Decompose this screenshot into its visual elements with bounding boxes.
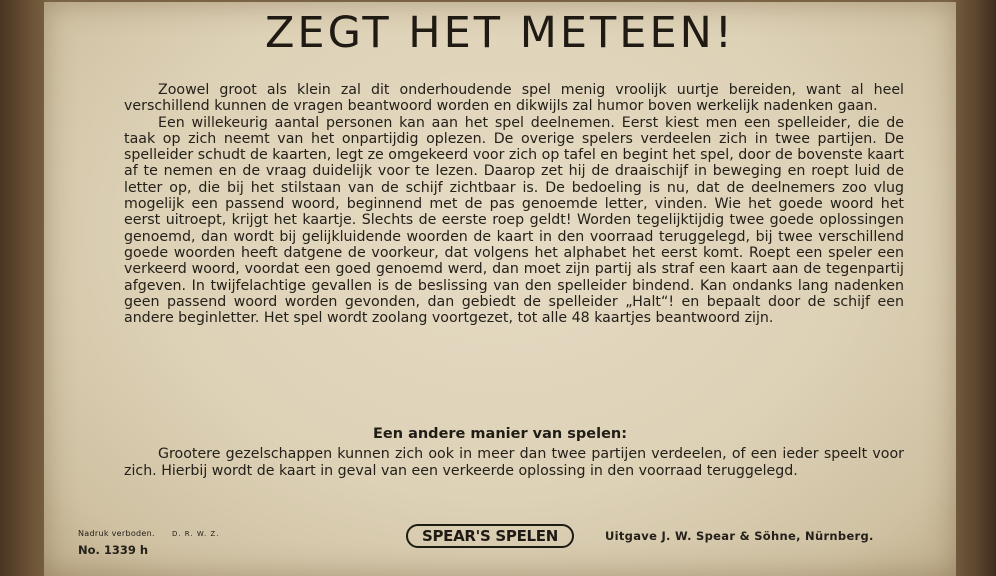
footer-left — [78, 521, 219, 557]
paragraph-rules: Een willekeurig aantal personen kan aan het spel deelnemen. Eerst kiest men een spelleider, die de taak op zich neemt van het onpartijdig oplezen. De overige spelers verdeelen zich in twee partijen. De spelleider schudt de kaarten, legt ze omgekeerd voor zich op tafel en begint het spel, door de bovenste kaart af te nemen en de vraag duidelijk voor te lezen. Daarop zet hij de draaischijf in beweging en roept luid de letter op, die bij het stilstaan van de schijf zichtbaar is. De bedoeling is nu, dat de deelnemers zoo vlug mogelijk een passend woord, beginnend met de pas genoemde letter, vinden. Wie het goede woord het eerst uitroept, krijgt het kaartje. Slechts de eerste roep geldt! Worden tegelijktijdig twee goede oplossingen genoemd, dan wordt bij gelijkluidende woorden de kaart in den voorraad teruggelegd, bij twee verschillend goede woorden heeft datgene de voorkeur, dat volgens het alphabet het eerst komt. Roept een speler een verkeerd woord, voordat een goed genoemd werd, dan moet zijn partij als straf een kaart aan de tegenpartij afgeven. In twijfelachtige gevallen is de beslissing van den spelleider bindend. Kan ondanks lang nadenken geen passend woord worden gevonden, dan gebiedt de spelleider „Halt“! en bepaalt door de schijf een andere beginletter. Het spel wordt zoolang voortgezet, tot alle 48 kaartjes beantwoord zijn. — [124, 114, 904, 327]
spears-spelen-logo: SPEAR'S SPELEN — [406, 524, 574, 548]
paragraph-alternate: Grootere gezelschappen kunnen zich ook in meer dan twee partijen verdeelen, of een ieder speelt voor zich. Hierbij wordt de kaart in geval van een verkeerde oplossing in den voorraad teruggelegd. — [124, 446, 904, 479]
article-number: No. 1339 h — [78, 543, 149, 557]
document-title: ZEGT HET METEEN! — [264, 8, 736, 58]
publisher-line: Uitgave J. W. Spear & Söhne, Nürnberg. — [605, 529, 874, 543]
subheading: Een andere manier van spelen: — [372, 426, 628, 442]
registration-mark: D. R. W. Z. — [171, 530, 220, 538]
paragraph-intro: Zoowel groot als klein zal dit onderhoudende spel menig vroolijk uurtje bereiden, want al heel verschillend kunnen de vragen beantwoord worden en dikwijls zal humor boven werkelijk nadenken gaan. — [124, 82, 904, 115]
instruction-sheet — [44, 2, 956, 576]
main-body — [124, 82, 904, 326]
reprint-notice: Nadruk verboden. — [78, 529, 155, 538]
alternate-body — [124, 446, 904, 479]
